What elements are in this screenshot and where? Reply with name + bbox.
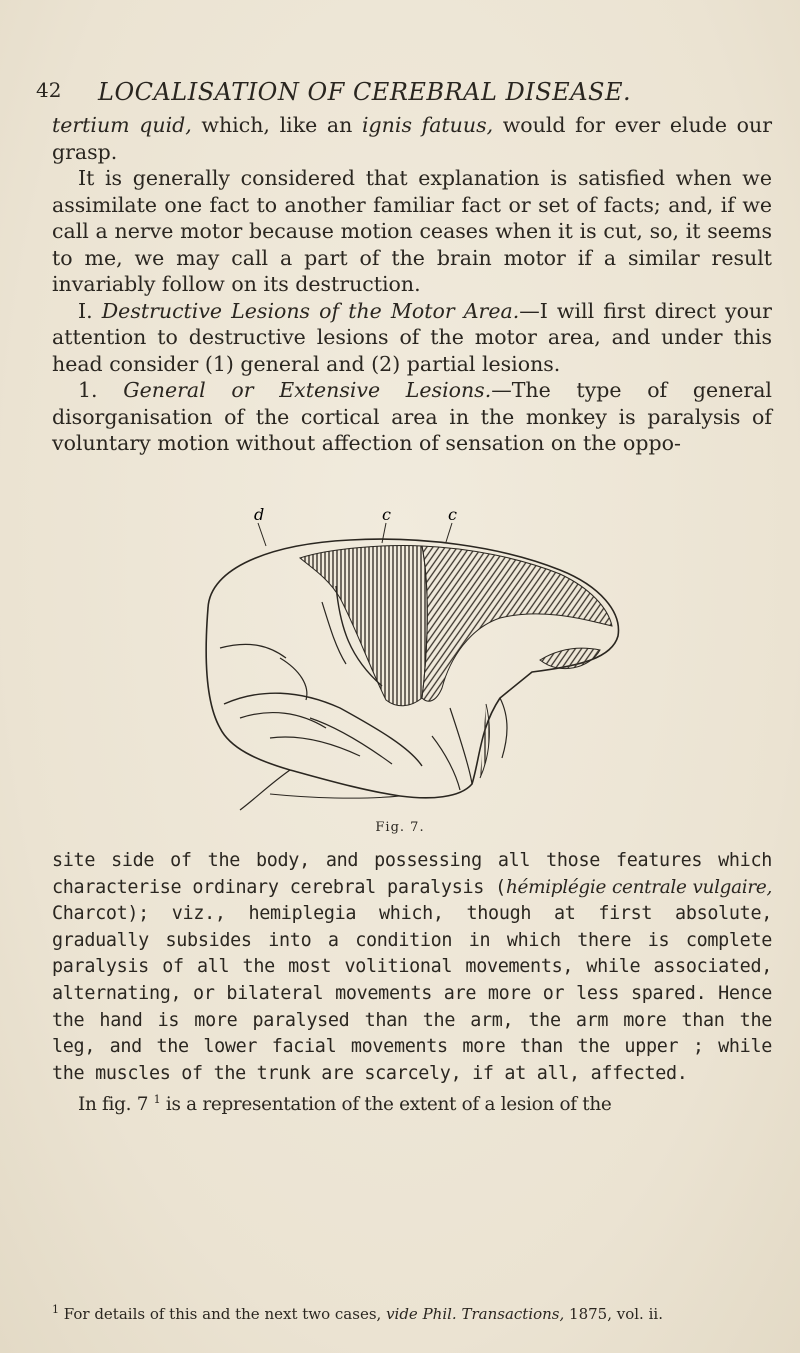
brain-lesion-figure — [160, 508, 640, 818]
section-heading-general-lesions: 1. General or Extensive Lesions.—The type of general disorganisation of the cortical area in the monkey is paralysis of voluntary motion without affection of sensation on the oppo- — [52, 378, 772, 455]
text-block-upper — [52, 112, 772, 457]
figure-label-c1: c — [382, 508, 391, 524]
footnote: $^1$ For details of this and the next two cases, vide Phil. Transactions, 1875, vol. ii. — [52, 1303, 663, 1323]
paragraph-continuation: tertium quid, which, like an ignis fatuus, would for ever elude our grasp. — [52, 113, 773, 164]
text-block-lower — [52, 848, 772, 1119]
figure-caption: Fig. 7. — [375, 820, 425, 835]
paragraph-fig-reference: In fig. 7 $^1$ is a representation of the extent of a lesion of the — [78, 1093, 612, 1116]
page-header — [36, 78, 760, 110]
figure-label-d: d — [254, 508, 265, 524]
figure-label-c2: c — [448, 508, 457, 524]
running-title: LOCALISATION OF CEREBRAL DISEASE. — [98, 78, 632, 106]
paragraph-explanation: It is generally considered that explanation is satisfied when we assimilate one fact to another familiar fact or set of facts; and, if we call a nerve motor because motion ceases when it is cut, so, it seems to me, we may call a part of the brain motor if a similar result invariably follow on its destruction. — [52, 166, 772, 296]
paragraph-hemiplegia: site side of the body, and possessing all those features which characterise ordinary cerebral paralysis (hémiplégie centrale vulgaire, Charcot); viz., hemiplegia which, though at first absolute, gradually subsides into a condition in which there is complete paralysis of all the most volitional movements, while associated, alternating, or bilateral movements are more or less spared. Hence the hand is more paralysed than the arm, the arm more than the leg, and the lower facial movements more than the upper ; while the muscles of the trunk are scarcely, if at all, affected. — [52, 850, 772, 1084]
page-number: 42 — [36, 78, 62, 102]
section-heading-destructive-lesions: I. Destructive Lesions of the Motor Area.—I will first direct your attention to destructive lesions of the motor area, and under this head consider (1) general and (2) partial lesions. — [52, 298, 772, 376]
